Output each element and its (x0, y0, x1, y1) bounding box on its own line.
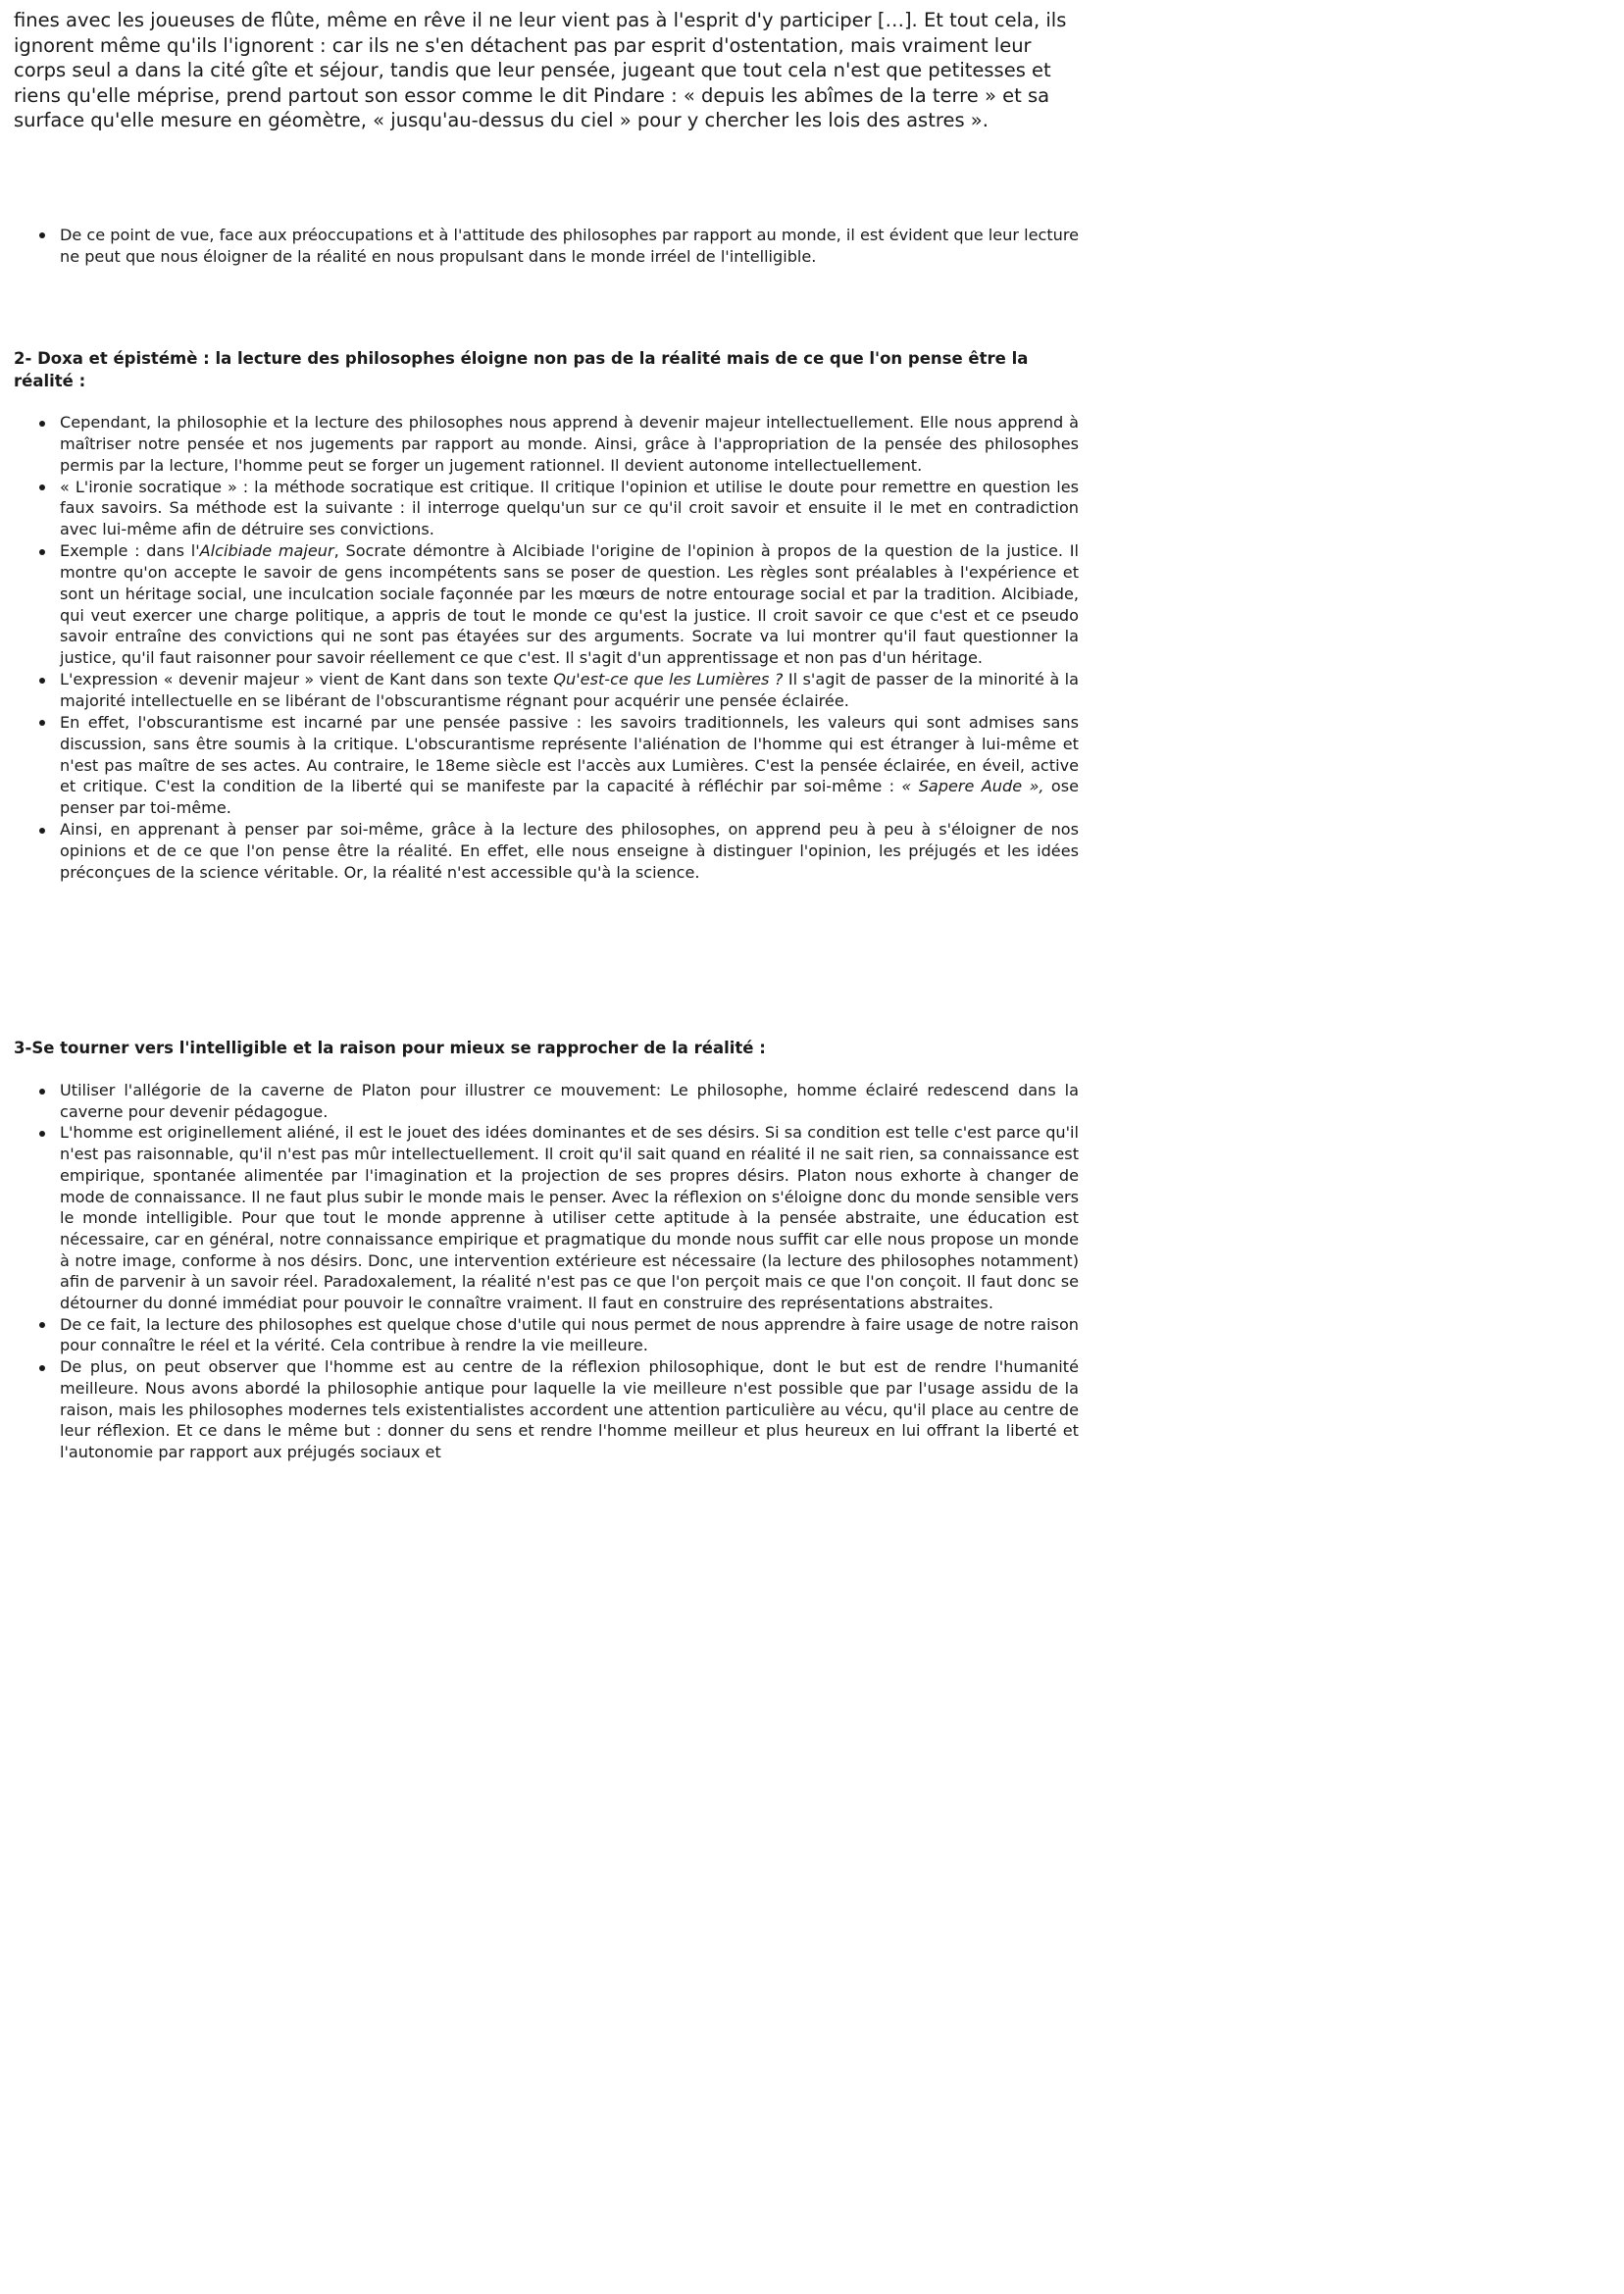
list-item (0, 1356, 1079, 1463)
list-item-text: De ce point de vue, face aux préoccupations et à l'attitude des philosophes par rapport au monde, il est évident que leur lecture ne peut que nous éloigner de la réalité en nous propulsant dans le monde irréel de l'intelligible. (60, 226, 1079, 266)
bullet-icon (39, 232, 45, 238)
list-item (0, 712, 1079, 819)
section-2-heading: 2- Doxa et épistémè : la lecture des philosophes éloigne non pas de la réalité mais de ce que l'on pense être la réalité : (14, 349, 1029, 390)
list-item-text: L'homme est originellement aliéné, il est le jouet des idées dominantes et de ses désirs. Si sa condition est telle c'est parce qu'il n'est pas raisonnable, qu'il n'est pas mûr intellectuellement. Il croit qu'il sait quand en réalité il ne sait rien, sa connaissance est empirique, spontanée alimentée par l'imagination et la projection de ses propres désirs. Platon nous exhorte à changer de mode de connaissance. Il ne faut plus subir le monde mais le penser. Avec la réflexion on s'éloigne donc du monde sensible vers le monde intelligible. Pour que tout le monde apprenne à utiliser cette aptitude à la pensée abstraite, une éducation est nécessaire, car en général, notre connaissance empirique et pragmatique du monde nous suffit car elle nous propose un monde à notre image, conforme à nos désirs. Donc, une intervention extérieure est nécessaire (la lecture des philosophes notamment) afin de parvenir à un savoir réel. Paradoxalement, la réalité n'est pas ce que l'on perçoit mais ce que l'on conçoit. Il faut donc se détourner du donné immédiat pour pouvoir le connaître vraiment. Il faut en construire des représentations abstraites. (60, 1123, 1080, 1313)
list-item (0, 477, 1079, 541)
list-item-text: Ainsi, en apprenant à penser par soi-même, grâce à la lecture des philosophes, on apprend peu à peu à s'éloigner de nos opinions et de ce que l'on pense être la réalité. En effet, elle nous enseigne à distinguer l'opinion, les préjugés et les idées préconçues de la science véritable. Or, la réalité n'est accessible qu'à la science. (60, 820, 1079, 882)
list-item (0, 540, 1079, 669)
bullet-icon (39, 421, 45, 427)
bullet-icon (39, 678, 45, 684)
section-3-list (0, 1080, 1079, 1463)
list-item-text-start: Exemple : dans l' (60, 541, 200, 561)
section-3-heading: 3-Se tourner vers l'intelligible et la raison pour mieux se rapprocher de la réalité : (14, 1039, 766, 1057)
list-item (0, 819, 1079, 884)
list-item-text: De plus, on peut observer que l'homme est au centre de la réflexion philosophique, dont le but est de rendre l'humanité meilleure. Nous avons abordé la philosophie antique pour laquelle la vie meilleure n'est possible que par l'usage assidu de la raison, mais les philosophes modernes tels existentialistes accordent une attention particulière au vécu, qu'il place au centre de leur réflexion. Et ce dans le même but : donner du sens et rendre l'homme meilleur et plus heureux en lui offrant la liberté et l'autonomie par rapport aux préjugés sociaux et (60, 1357, 1079, 1461)
intro-bullet-list (0, 225, 1079, 268)
list-item (0, 669, 1079, 712)
list-item-text-end: , Socrate démontre à Alcibiade l'origine de l'opinion à propos de la question de la justice. Il montre qu'on accepte le savoir de gens incompétents sans se poser de question. Les règles sont préalables à l'expérience et sont un héritage social, une inculcation sociale façonnée par les mœurs de notre entourage social et par la tradition. Alcibiade, qui veut exercer une charge politique, a appris de tout le monde ce qu'est la justice. Il croit savoir ce que c'est et ce pseudo savoir entraîne des convictions qui ne sont pas étayées sur des arguments. Socrate va lui montrer qu'il faut questionner la justice, qu'il faut raisonner pour savoir réellement ce que c'est. Il s'agit d'un apprentissage et non pas d'un héritage. (60, 541, 1080, 668)
list-item (0, 225, 1079, 268)
list-item-text: « L'ironie socratique » : la méthode socratique est critique. Il critique l'opinion et utilise le doute pour remettre en question les faux savoirs. Sa méthode est la suivante : il interroge quelqu'un sur ce qu'il croit savoir et ensuite il le met en contradiction avec lui-même afin de détruire ses convictions. (60, 477, 1079, 539)
work-title: Alcibiade majeur (199, 541, 334, 561)
bullet-icon (39, 484, 45, 490)
bullet-icon (39, 1131, 45, 1137)
bullet-icon (39, 1322, 45, 1328)
list-item-text: Utiliser l'allégorie de la caverne de Platon pour illustrer ce mouvement: Le philosophe, homme éclairé redescend dans la caverne pour devenir pédagogue. (60, 1081, 1079, 1121)
latin-motto: « Sapere Aude », (901, 777, 1044, 796)
bullet-icon (39, 1089, 45, 1095)
list-item-text: Cependant, la philosophie et la lecture des philosophes nous apprend à devenir majeur intellectuellement. Elle nous apprend à maîtriser notre pensée et nos jugements par rapport au monde. Ainsi, grâce à l'appropriation de la pensée des philosophes permis par la lecture, l'homme peut se forger un jugement rationnel. Il devient autonome intellectuellement. (60, 413, 1079, 475)
list-item (0, 412, 1079, 477)
list-item (0, 1080, 1079, 1122)
list-item (0, 1122, 1079, 1313)
list-item (0, 1314, 1079, 1356)
intro-paragraph: fines avec les joueuses de flûte, même en rêve il ne leur vient pas à l'esprit d'y participer […]. Et tout cela, ils ignorent même qu'ils l'ignorent : car ils ne s'en détachent pas par esprit d'ostentation, mais vraiment leur corps seul a dans la cité gîte et séjour, tandis que leur pensée, jugeant que tout cela n'est que petitesses et riens qu'elle méprise, prend partout son essor comme le dit Pindare : « depuis les abîmes de la terre » et sa surface qu'elle mesure en géomètre, « jusqu'au-dessus du ciel » pour y chercher les lois des astres ». (14, 9, 1067, 132)
bullet-icon (39, 828, 45, 834)
list-item-text: De ce fait, la lecture des philosophes est quelque chose d'utile qui nous permet de nous apprendre à faire usage de notre raison pour connaître le réel et la vérité. Cela contribue à rendre la vie meilleure. (60, 1314, 1079, 1355)
section-2-list (0, 412, 1079, 884)
document-page (0, 0, 1093, 1548)
list-item-text-end: Il s'agit de passer de la minorité à la majorité intellectuelle en se libérant de l'obscurantisme régnant pour acquérir une pensée éclairée. (60, 670, 1079, 710)
bullet-icon (39, 1365, 45, 1371)
list-item-text-end: ose penser par toi-même. (60, 777, 1080, 818)
list-item-text-start: En effet, l'obscurantisme est incarné par une pensée passive : les savoirs traditionnels, les valeurs qui sont admises sans discussion, sans être soumis à la critique. L'obscurantisme représente l'aliénation de l'homme qui est étranger à lui-même et n'est pas maître de ses actes. Au contraire, le 18eme siècle est l'accès aux Lumières. C'est la pensée éclairée, en éveil, active et critique. C'est la condition de la liberté qui se manifeste par la capacité à réfléchir par soi-même : (60, 712, 1079, 796)
work-title: Qu'est-ce que les Lumières ? (553, 670, 784, 689)
bullet-icon (39, 549, 45, 555)
bullet-icon (39, 720, 45, 726)
list-item-text-start: L'expression « devenir majeur » vient de Kant dans son texte (60, 670, 554, 689)
